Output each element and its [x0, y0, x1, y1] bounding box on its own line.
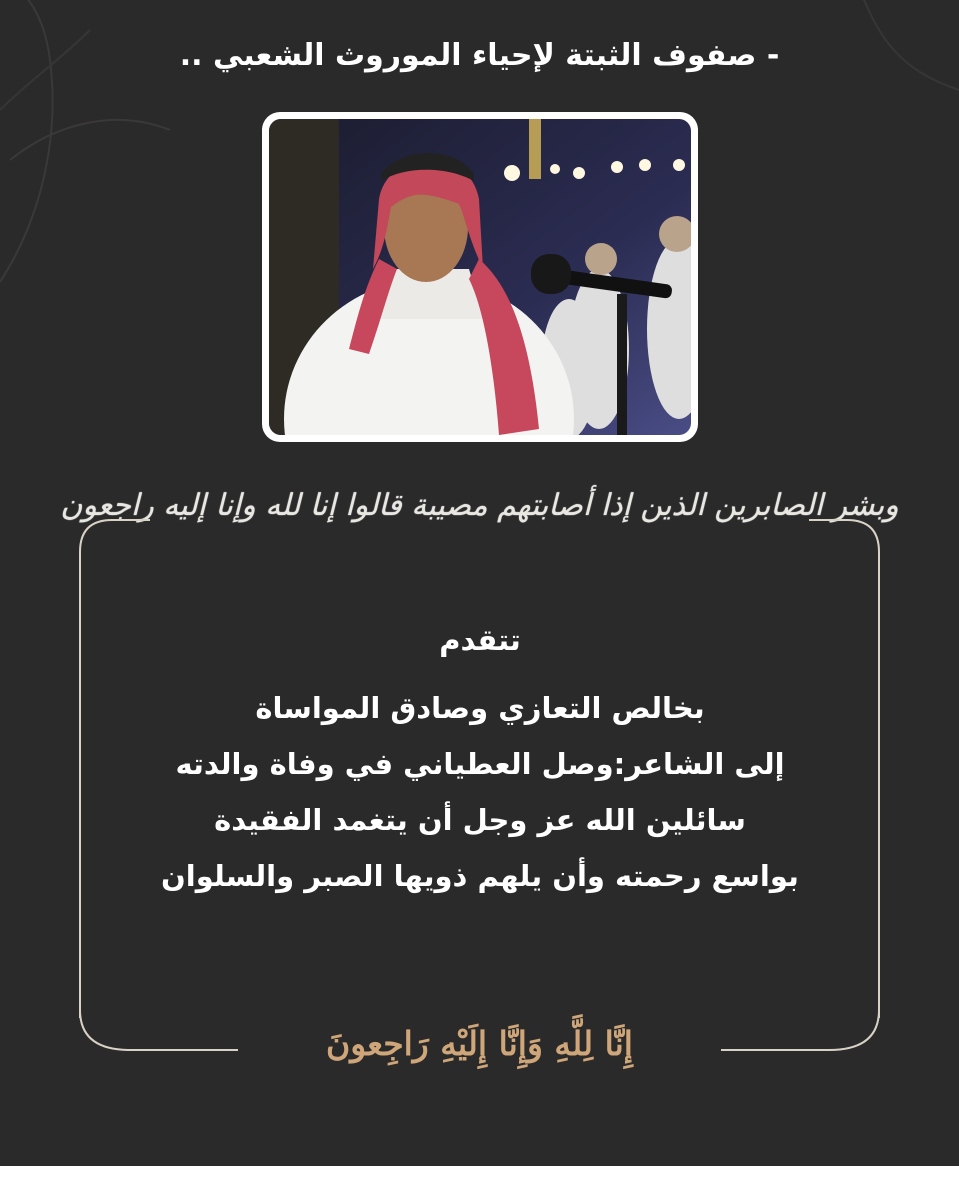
header-title: - صفوف الثبتة لإحياء الموروث الشعبي ..: [179, 38, 780, 73]
message-line-1: تتقدم: [439, 623, 521, 657]
message-line-3: إلى الشاعر:وصل العطياني في وفاة والدته: [175, 747, 785, 781]
footer-calligraphy: إِنَّا لِلَّهِ وَإِنَّا إِلَيْهِ رَاجِعونَ: [326, 1024, 633, 1063]
condolence-message: [110, 612, 850, 904]
quran-verse-calligraphy: وبشر الصابرين الذين إذا أصابتهم مصيبة قالوا إنا لله وإنا إليه راجعون: [60, 488, 899, 523]
bottom-strip: [0, 1166, 959, 1200]
message-line-5: بواسع رحمته وأن يلهم ذويها الصبر والسلوان: [161, 859, 799, 893]
message-line-4: سائلين الله عز وجل أن يتغمد الفقيدة: [214, 803, 746, 837]
message-line-2: بخالص التعازي وصادق المواساة: [255, 691, 705, 725]
